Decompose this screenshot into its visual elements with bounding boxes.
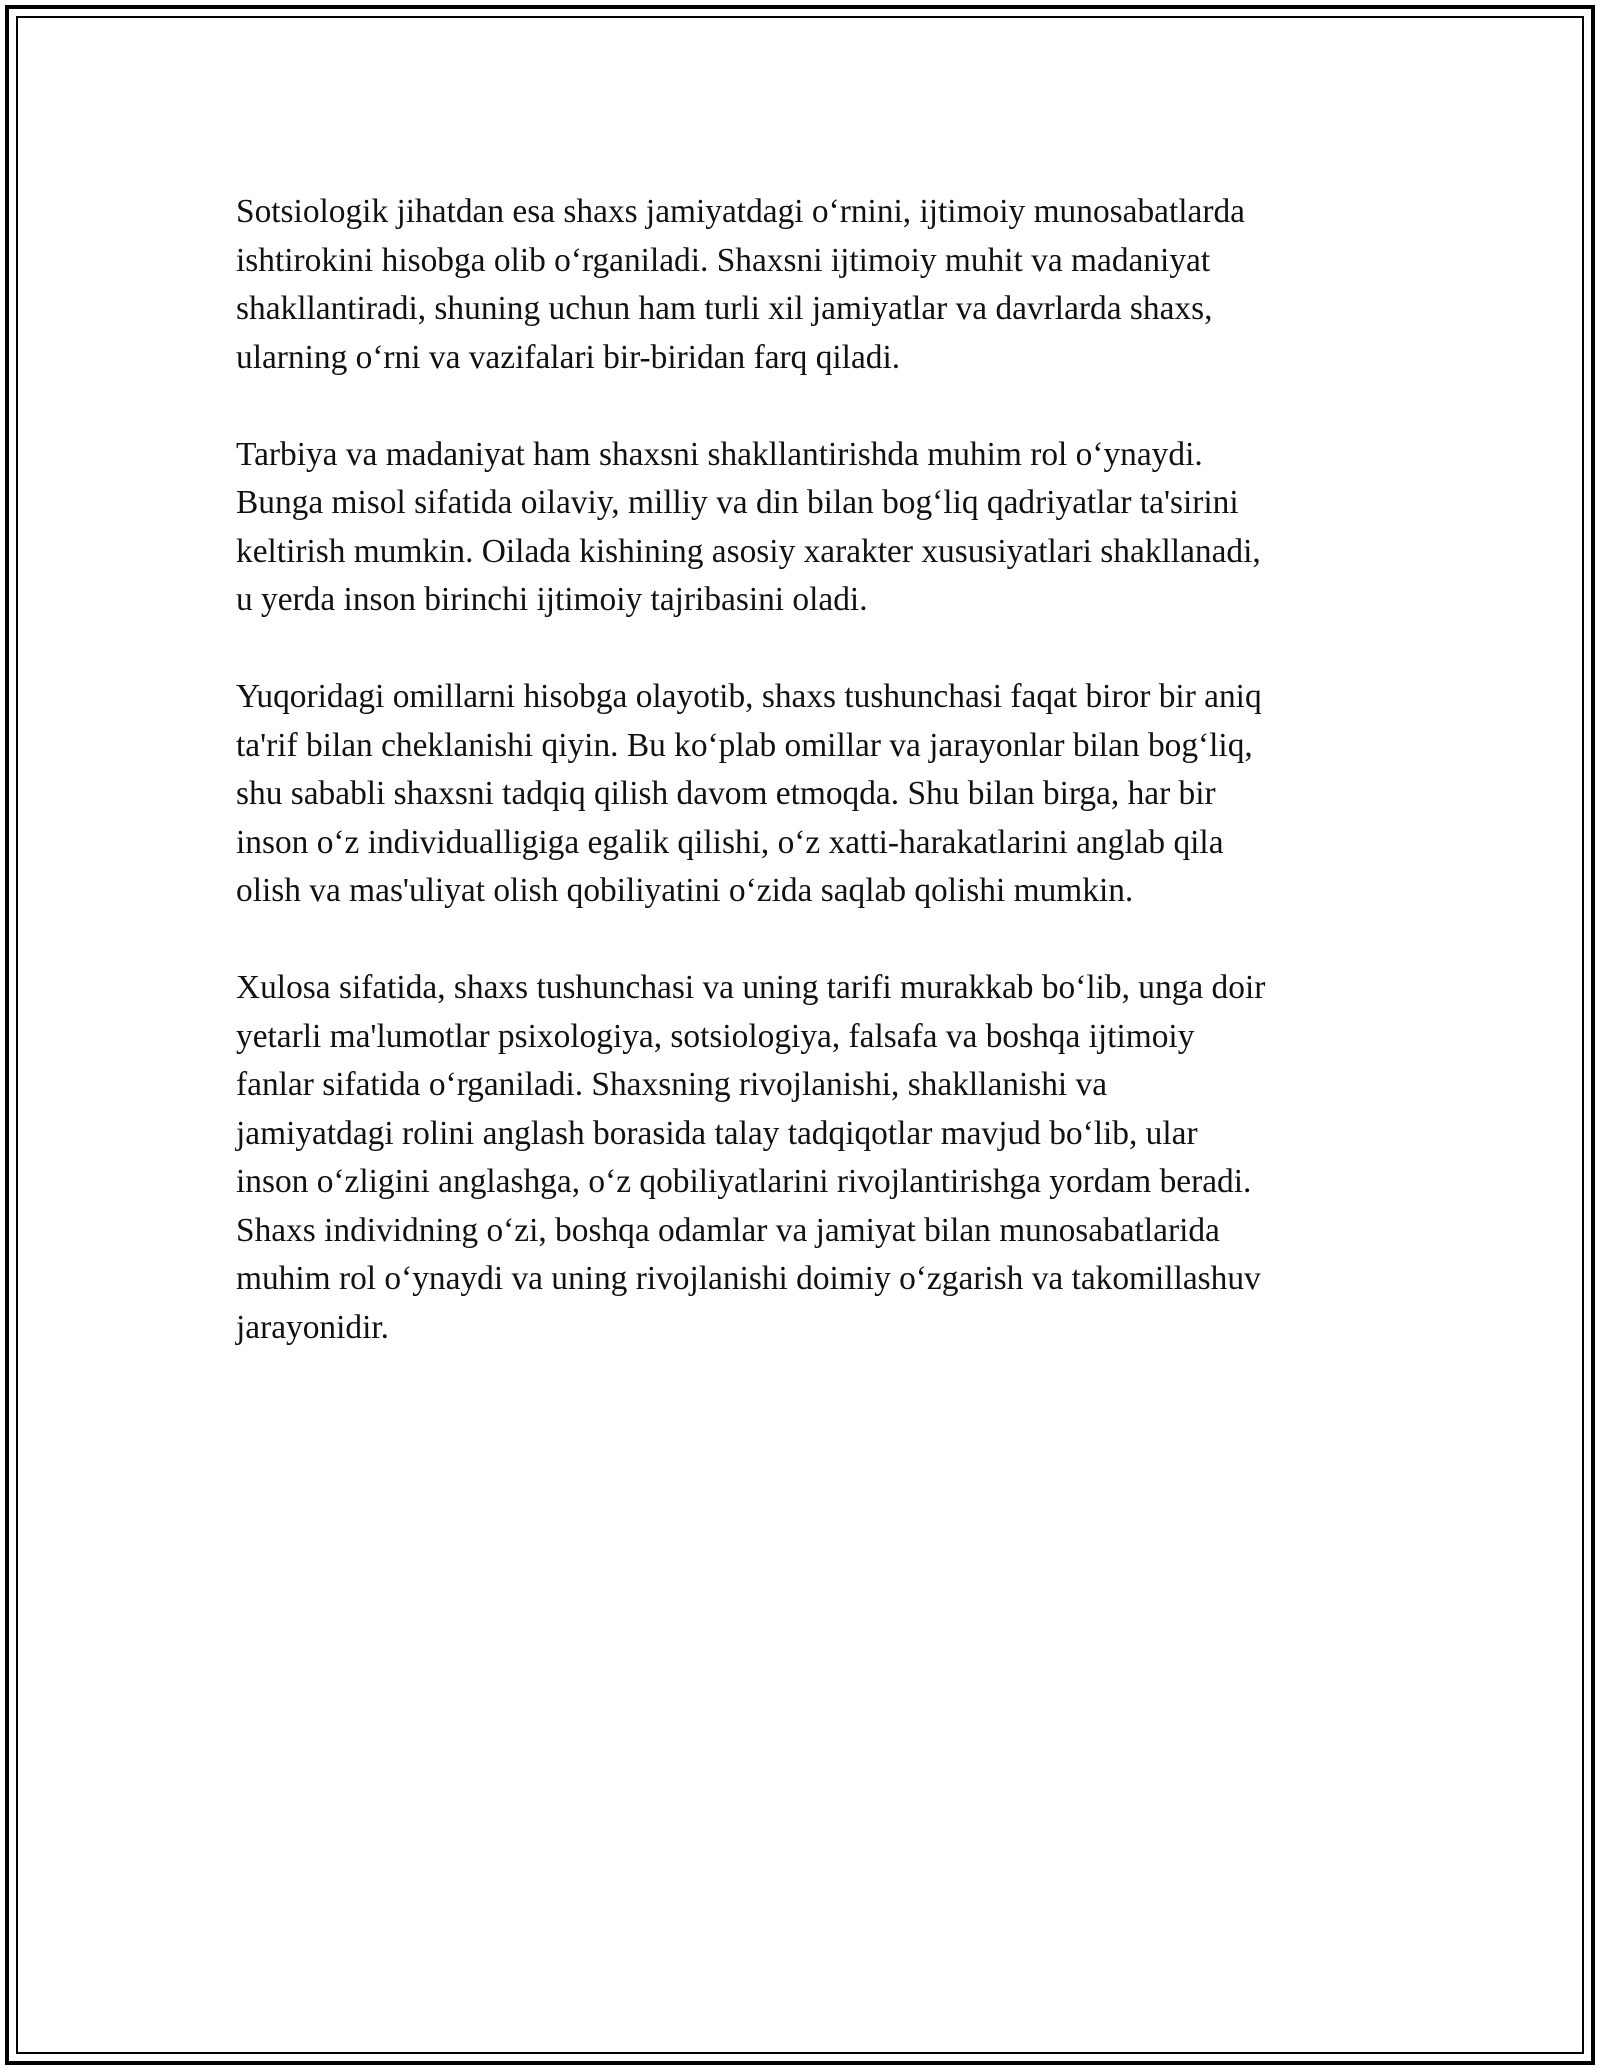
- text-line: fanlar sifatida o‘rganiladi. Shaxsning rivojlanishi, shakllanishi va: [236, 1066, 1108, 1103]
- text-line: shu sababli shaxsni tadqiq qilish davom etmoqda. Shu bilan birga, har bir: [236, 775, 1216, 812]
- text-line: ularning o‘rni va vazifalari bir-biridan farq qiladi.: [236, 338, 901, 376]
- paragraph: [236, 431, 1386, 625]
- text-line: u yerda inson birinchi ijtimoiy tajribasini oladi.: [236, 581, 868, 618]
- text-line: inson o‘zligini anglashga, o‘z qobiliyatlarini rivojlantirishga yordam beradi.: [236, 1163, 1252, 1200]
- text-line: Yuqoridagi omillarni hisobga olayotib, shaxs tushunchasi faqat biror bir aniq: [236, 678, 1262, 715]
- text-line: shakllantiradi, shuning uchun ham turli xil jamiyatlar va davrlarda shaxs,: [236, 290, 1213, 327]
- text-line: keltirish mumkin. Oilada kishining asosiy xarakter xususiyatlari shakllanadi,: [236, 532, 1261, 570]
- text-line: Xulosa sifatida, shaxs tushunchasi va uning tarifi murakkab bo‘lib, unga doir: [236, 969, 1266, 1006]
- text-line: jamiyatdagi rolini anglash borasida talay tadqiqotlar mavjud bo‘lib, ular: [236, 1114, 1198, 1152]
- text-line: Sotsiologik jihatdan esa shaxs jamiyatdagi o‘rnini, ijtimoiy munosabatlarda: [236, 193, 1245, 230]
- text-line: olish va mas'uliyat olish qobiliyatini o‘zida saqlab qolishi mumkin.: [236, 872, 1134, 909]
- text-line: inson o‘z individualligiga egalik qilishi, o‘z xatti-harakatlarini anglab qila: [236, 823, 1224, 861]
- paragraph: [236, 673, 1386, 916]
- text-line: jarayonidir.: [236, 1308, 389, 1346]
- text-line: yetarli ma'lumotlar psixologiya, sotsiologiya, falsafa va boshqa ijtimoiy: [236, 1017, 1195, 1055]
- text-line: Shaxs individning o‘zi, boshqa odamlar va jamiyat bilan munosabatlarida: [236, 1211, 1220, 1249]
- text-line: ta'rif bilan cheklanishi qiyin. Bu ko‘plab omillar va jarayonlar bilan bog‘liq,: [236, 726, 1253, 764]
- text-line: Tarbiya va madaniyat ham shaxsni shakllantirishda muhim rol o‘ynaydi.: [236, 435, 1203, 473]
- text-line: ishtirokini hisobga olib o‘rganiladi. Shaxsni ijtimoiy muhit va madaniyat: [236, 241, 1211, 279]
- paragraph: [236, 188, 1386, 382]
- document-body: [236, 188, 1386, 1401]
- text-line: Bunga misol sifatida oilaviy, milliy va din bilan bog‘liq qadriyatlar ta'sirini: [236, 484, 1239, 521]
- text-line: muhim rol o‘ynaydi va uning rivojlanishi doimiy o‘zgarish va takomillashuv: [236, 1260, 1261, 1297]
- paragraph: [236, 964, 1386, 1352]
